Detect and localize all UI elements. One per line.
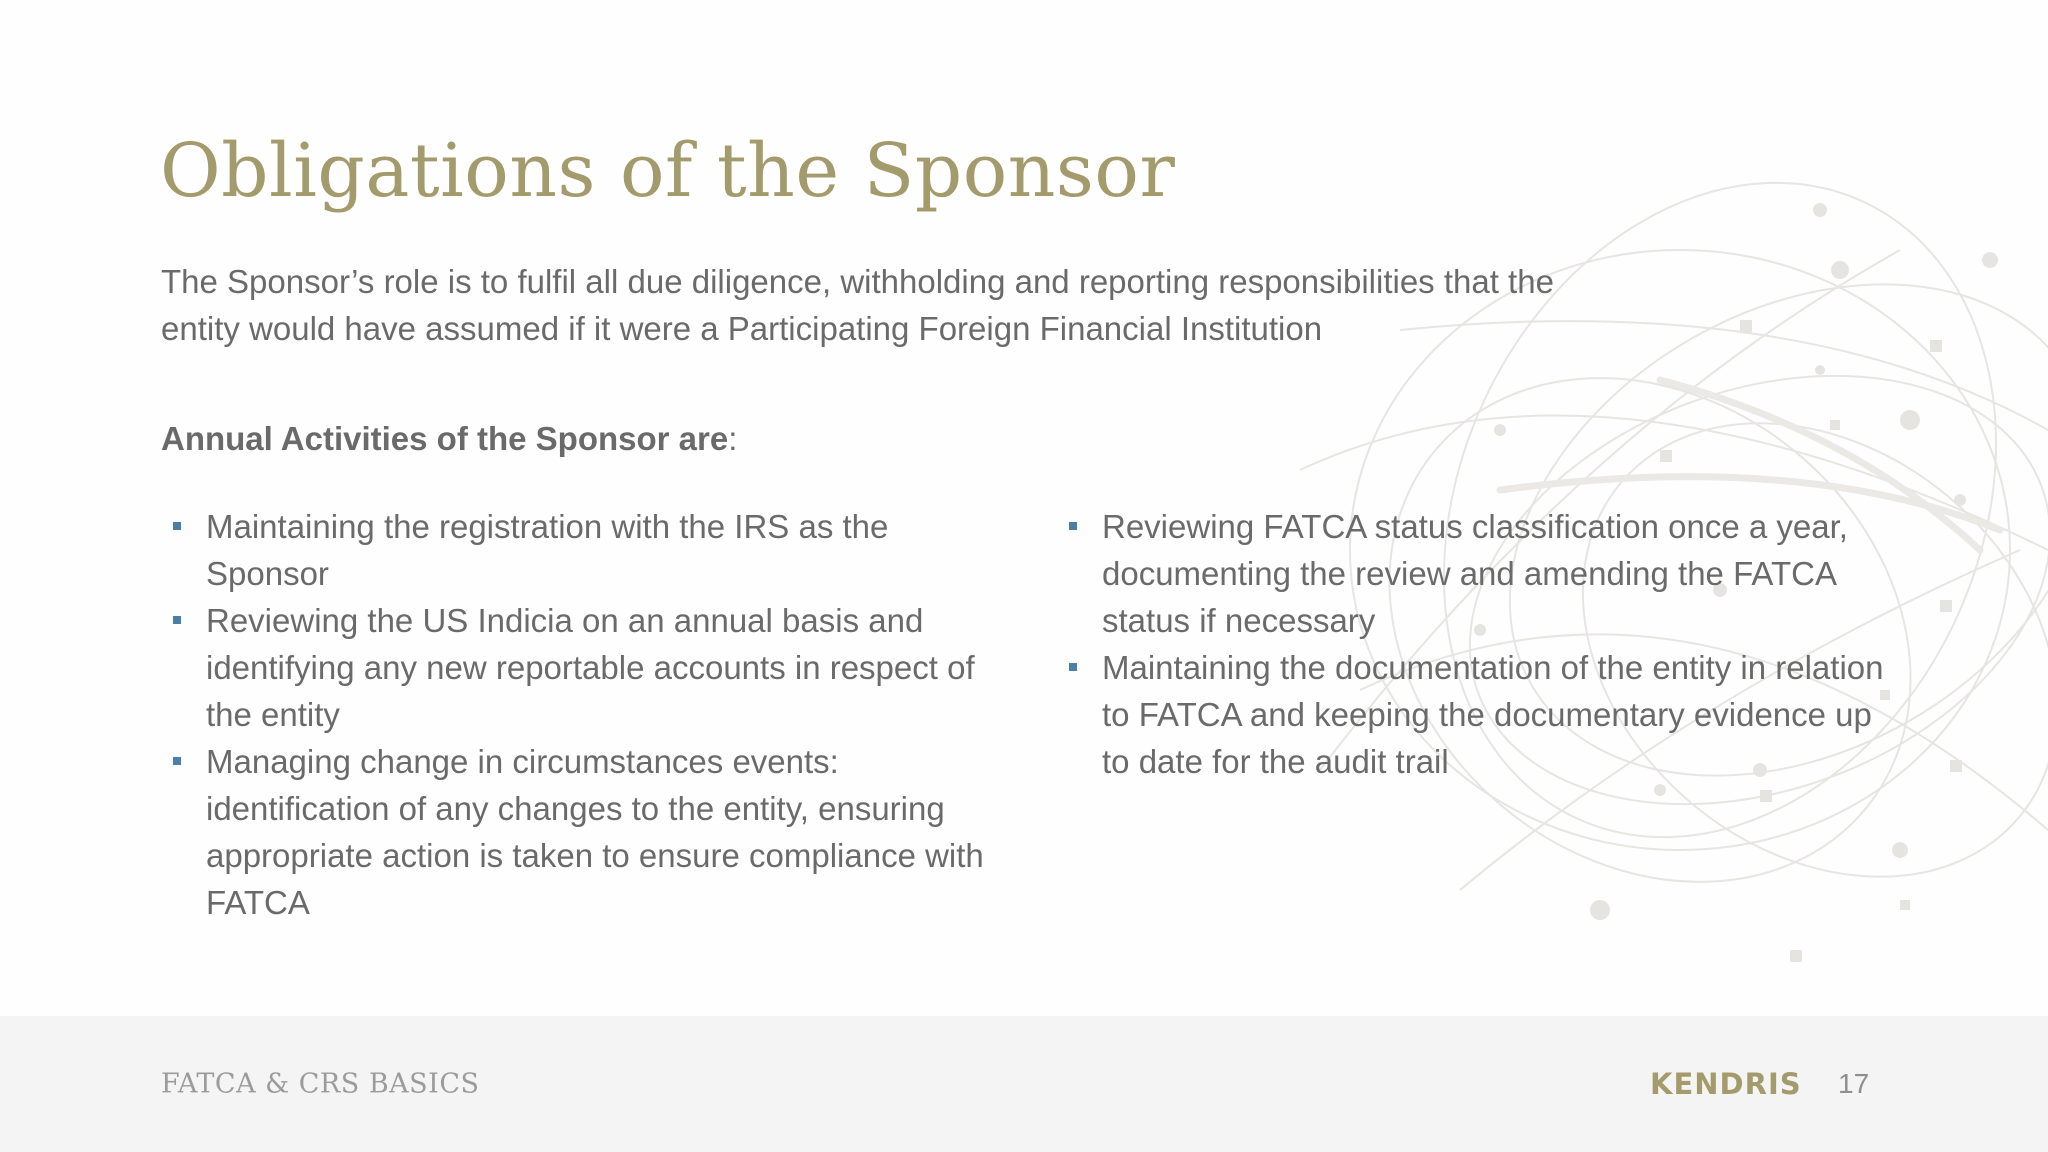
deck-title: FATCA & CRS BASICS <box>161 1068 480 1100</box>
activities-list-right <box>1057 503 1907 785</box>
list-item <box>161 503 1011 597</box>
square-bullet-icon <box>173 616 181 624</box>
intro-paragraph: The Sponsor’s role is to fulfil all due diligence, withholding and reporting responsibilities that the entity would have assumed if it were a Participating Foreign Financial Institution <box>161 263 1554 347</box>
activities-list-left <box>161 503 1011 926</box>
list-item-text: Reviewing FATCA status classification once a year, documenting the review and amending the FATCA status if necessary <box>1102 508 1848 639</box>
subheading-colon: : <box>728 420 738 457</box>
slide-title: Obligations of the Sponsor <box>160 128 1176 214</box>
list-item-text: Managing change in circumstances events: identification of any changes to the entity, ensuring appropriate action is taken to ensure compliance with FATCA <box>206 743 984 921</box>
list-item-text: Reviewing the US Indicia on an annual basis and identifying any new reportable accounts in respect of the entity <box>206 602 975 733</box>
square-bullet-icon <box>1069 663 1077 671</box>
list-item-text: Maintaining the registration with the IRS as the Sponsor <box>206 508 889 592</box>
square-bullet-icon <box>173 522 181 530</box>
page-number: 17 <box>1838 1068 1870 1099</box>
section-subheading <box>161 415 737 462</box>
square-bullet-icon <box>1069 522 1077 530</box>
subheading-bold-text: Annual Activities of the Sponsor are <box>161 420 729 457</box>
list-item-text: Maintaining the documentation of the entity in relation to FATCA and keeping the documentary evidence up to date for the audit trail <box>1102 649 1884 780</box>
slide-footer <box>0 1016 2048 1152</box>
list-item <box>1057 644 1907 785</box>
list-item <box>161 738 1011 926</box>
list-item <box>161 597 1011 738</box>
list-item <box>1057 503 1907 644</box>
kendris-logo: KENDRIS <box>1650 1067 1802 1101</box>
square-bullet-icon <box>173 757 181 765</box>
